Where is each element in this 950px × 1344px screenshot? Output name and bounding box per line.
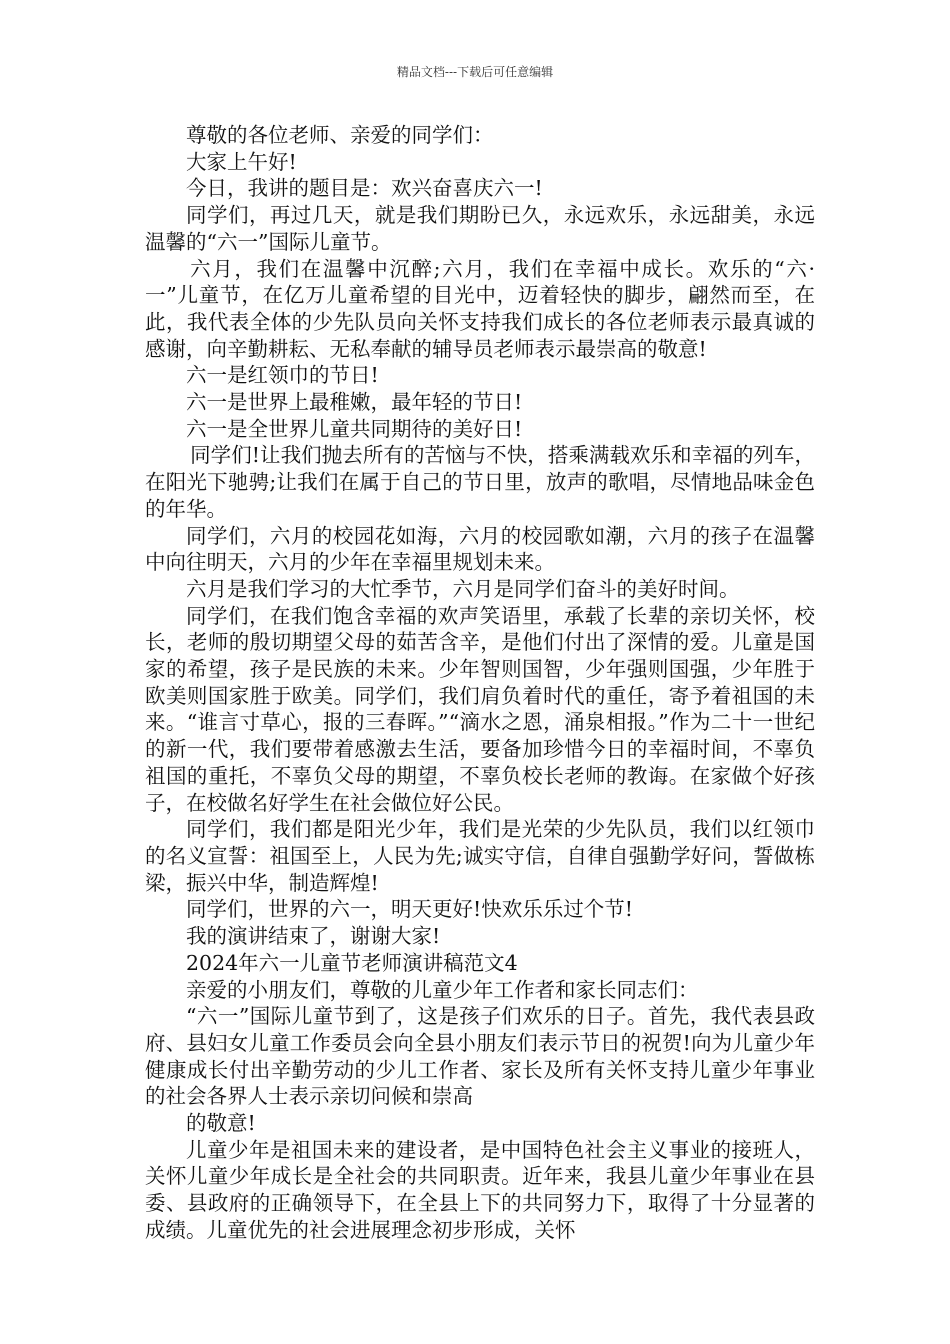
paragraph: 同学们!让我们抛去所有的苦恼与不快，搭乘满载欢乐和幸福的列车，在阳光下驰骋;让我们在属于自己的节日里，放声的歌唱，尽情地品味金色的年华。 [145,443,815,521]
paragraph: 六一是世界上最稚嫩，最年轻的节日! [186,390,523,415]
paragraph: 同学们，六月的校园花如海，六月的校园歌如潮，六月的孩子在温馨中向往明天，六月的少年在幸福里规划未来。 [145,523,815,575]
paragraph: 的敬意! [186,1111,256,1136]
paragraph: 六一是红领巾的节日! [186,363,379,388]
page-header: 精品文档---下载后可任意编辑 [396,65,554,79]
document-body [145,122,815,1244]
section-title: 2024年六一儿童节老师演讲稿范文4 [186,950,518,975]
paragraph: 同学们，世界的六一，明天更好!快欢乐乐过个节! [186,897,633,922]
paragraph: 同学们，在我们饱含幸福的欢声笑语里，承载了长辈的亲切关怀，校长，老师的殷切期望父母的茹苦含辛，是他们付出了深情的爱。儿童是国家的希望，孩子是民族的未来。少年智则国智，少年强则国强，少年胜于欧美则国家胜于欧美。同学们，我们肩负着时代的重任，寄予着祖国的未来。“谁言寸草心，报的三春晖。”“滴水之恩，涌泉相报。”作为二十一世纪的新一代，我们要带着感激去生活，要备加珍惜今日的幸福时间，不辜负祖国的重托，不辜负父母的期望，不辜负校长老师的教诲。在家做个好孩子，在校做名好学生在社会做位好公民。 [145,603,815,815]
paragraph: 儿童少年是祖国未来的建设者，是中国特色社会主义事业的接班人，关怀儿童少年成长是全社会的共同职责。近年来，我县儿童少年事业在县委、县政府的正确领导下，在全县上下的共同努力下，取得了十分显著的成绩。儿童优先的社会进展理念初步形成，关怀 [145,1137,815,1242]
paragraph: 我的演讲结束了，谢谢大家! [186,924,441,949]
paragraph: 六一是全世界儿童共同期待的美好日! [186,416,523,441]
paragraph: 亲爱的小朋友们，尊敬的儿童少年工作者和家长同志们： [186,977,699,1002]
paragraph: 六月，我们在温馨中沉醉;六月，我们在幸福中成长。欢乐的“六·一”儿童节，在亿万儿童希望的目光中，迈着轻快的脚步，翩然而至，在此，我代表全体的少先队员向关怀支持我们成长的各位老师表示最真诚的感谢，向辛勤耕耘、无私奉献的辅导员老师表示最崇高的敬意! [145,256,815,361]
paragraph: “六一”国际儿童节到了，这是孩子们欢乐的日子。首先，我代表县政府、县妇女儿童工作委员会向全县小朋友们表示节日的祝贺!向为儿童少年健康成长付出辛勤劳动的少儿工作者、家长及所有关怀支持儿童少年事业的社会各界人士表示亲切问候和崇高 [145,1004,815,1109]
paragraph: 今日，我讲的题目是：欢兴奋喜庆六一! [186,176,543,201]
paragraph: 六月是我们学习的大忙季节，六月是同学们奋斗的美好时间。 [186,576,740,601]
paragraph: 大家上午好! [186,149,297,174]
paragraph: 同学们，我们都是阳光少年，我们是光荣的少先队员，我们以红领巾的名义宣誓：祖国至上，人民为先;诚实守信，自律自强勤学好问，誓做栋梁，振兴中华，制造辉煌! [145,817,815,895]
paragraph: 尊敬的各位老师、亲爱的同学们： [186,123,494,147]
paragraph: 同学们，再过几天，就是我们期盼已久，永远欢乐，永远甜美，永远温馨的“六一”国际儿童节。 [145,203,815,254]
